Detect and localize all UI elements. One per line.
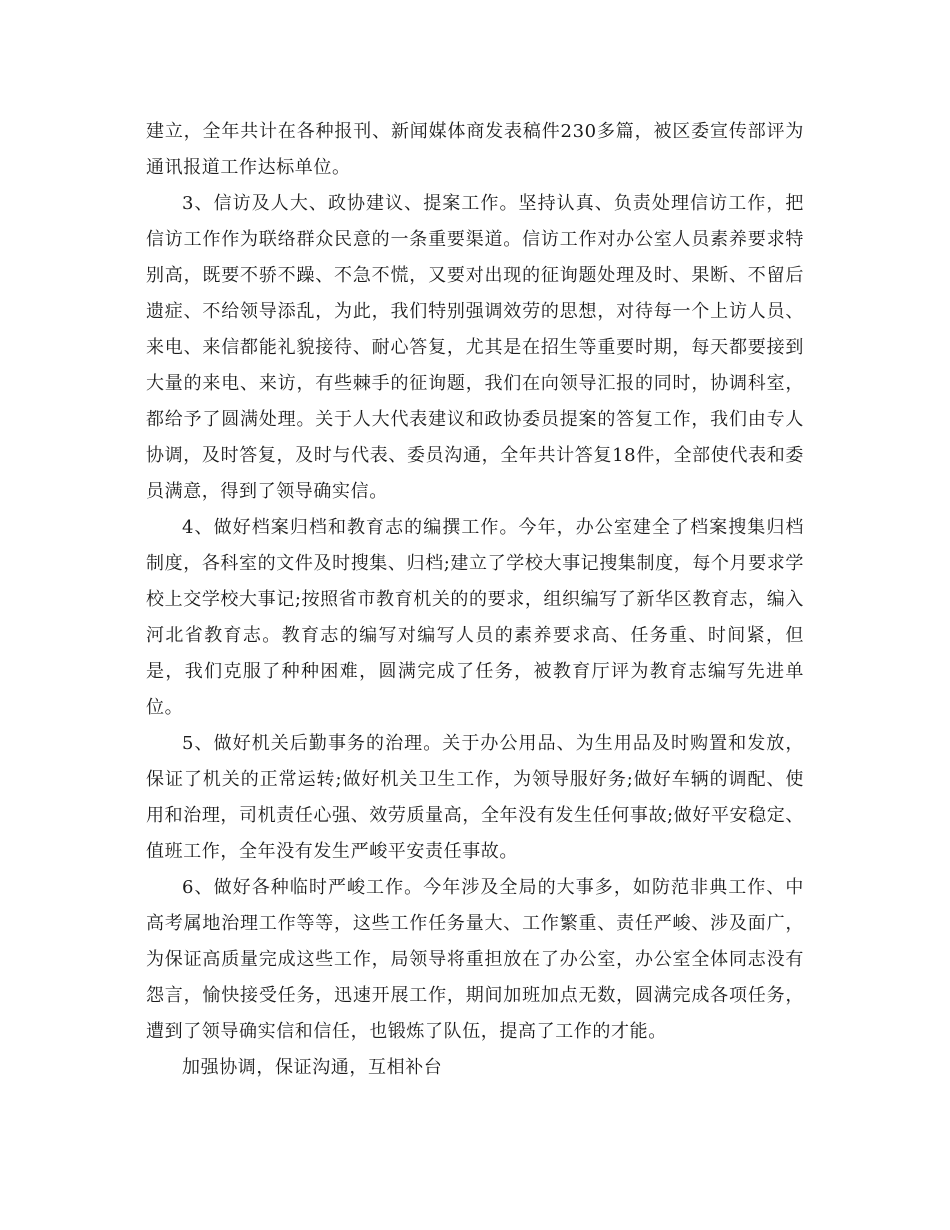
paragraph-item-6: 6、做好各种临时严峻工作。今年涉及全局的大事多，如防范非典工作、中高考属地治理工作等等，这些工作任务量大、工作繁重、责任严峻、涉及面广，为保证高质量完成这些工作，局领导将重担放在了办公室，办公室全体同志没有怨言，愉快接受任务，迅速开展工作，期间加班加点无数，圆满完成各项任务，遭到了领导确实信和信任，也锻炼了队伍，提高了工作的才能。 bbox=[146, 877, 804, 1042]
paragraph-item-4: 4、做好档案归档和教育志的编撰工作。今年，办公室建全了档案搜集归档制度，各科室的文件及时搜集、归档;建立了学校大事记搜集制度，每个月要求学校上交学校大事记;按照省市教育机关的的要求，组织编写了新华区教育志，编入河北省教育志。教育志的编写对编写人员的素养要求高、任务重、时间紧，但是，我们克服了种种困难，圆满完成了任务，被教育厅评为教育志编写先进单位。 bbox=[146, 517, 804, 718]
paragraph-continuation: 建立，全年共计在各种报刊、新闻媒体商发表稿件230多篇，被区委宣传部评为通讯报道工作达标单位。 bbox=[146, 121, 804, 178]
section-heading: 加强协调，保证沟通，互相补台 bbox=[182, 1057, 443, 1078]
paragraph-item-3: 3、信访及人大、政协建议、提案工作。坚持认真、负责处理信访工作，把信访工作作为联络群众民意的一条重要渠道。信访工作对办公室人员素养要求特别高，既要不骄不躁、不急不慌，又要对出现的征询题处理及时、果断、不留后遗症、不给领导添乱，为此，我们特别强调效劳的思想，对待每一个上访人员、来电、来信都能礼貌接待、耐心答复，尤其是在招生等重要时期，每天都要接到大量的来电、来访，有些棘手的征询题，我们在向领导汇报的同时，协调科室，都给予了圆满处理。关于人大代表建议和政协委员提案的答复工作，我们由专人协调，及时答复，及时与代表、委员沟通，全年共计答复18件，全部使代表和委员满意，得到了领导确实信。 bbox=[146, 193, 804, 502]
paragraph-item-5: 5、做好机关后勤事务的治理。关于办公用品、为生用品及时购置和发放，保证了机关的正常运转;做好机关卫生工作，为领导服好务;做好车辆的调配、使用和治理，司机责任心强、效劳质量高，全年没有发生任何事故;做好平安稳定、值班工作，全年没有发生严峻平安责任事故。 bbox=[146, 733, 804, 862]
document-body bbox=[146, 114, 804, 1086]
